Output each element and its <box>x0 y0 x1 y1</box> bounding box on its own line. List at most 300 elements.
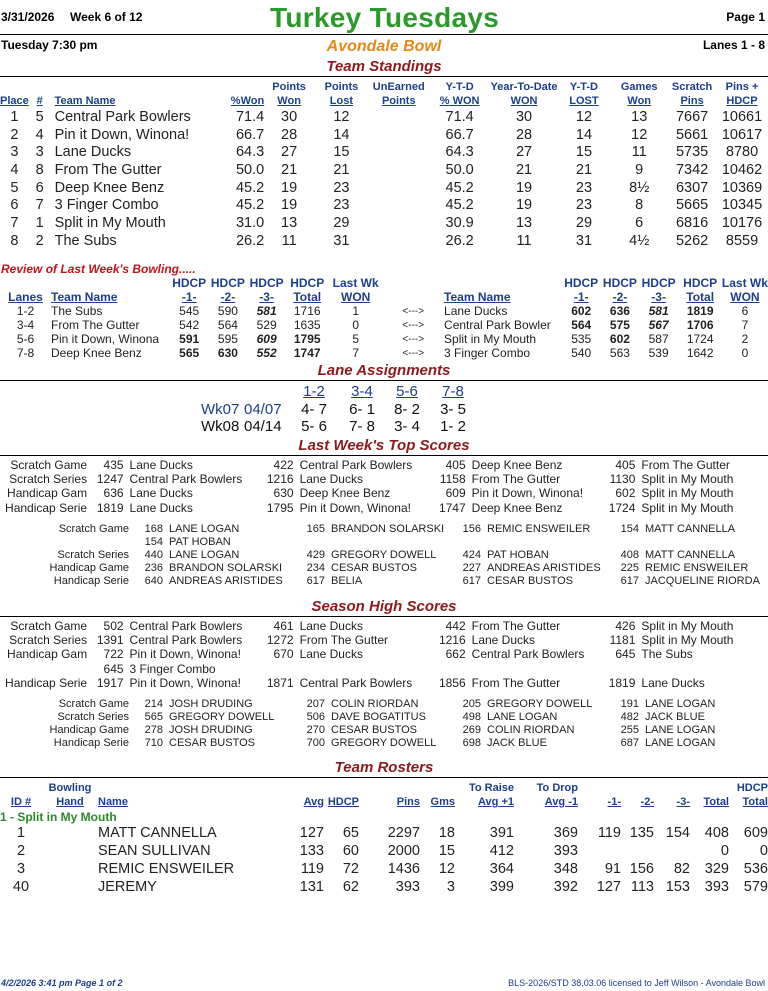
season-team-score-name: Pin it Down, Winona! <box>129 647 241 662</box>
roster-name: JEREMY <box>98 879 157 895</box>
lw-individual-score-name: REMIC ENSWEILER <box>645 561 749 574</box>
col-unearned: UnEarned Points <box>372 81 425 107</box>
roster-g1: 119 <box>597 825 621 841</box>
lw-individual-score-score: 408 <box>620 548 639 561</box>
season-team-score-name: Lane Ducks <box>299 647 363 662</box>
lw-individual-score-name: JACQUELINE RIORDA <box>645 574 760 587</box>
roster-g2 <box>621 842 654 860</box>
season-individual-score-score: 214 <box>144 697 163 710</box>
lw-team-score-score: 1247 <box>96 472 124 487</box>
review-b2: 602 <box>609 332 630 346</box>
review-atot: 1747 <box>293 346 321 360</box>
season-team-score-name <box>300 662 436 676</box>
standings-pct: 45.2 <box>235 197 265 214</box>
standings-row <box>0 161 768 179</box>
season-individual-score-score: 205 <box>462 697 481 710</box>
standings-lost: 12 <box>333 108 350 125</box>
lane-matchup: 5- 6 <box>301 418 327 435</box>
footer-license: BLS-2026/STD 38.03.06 licensed to Jeff Wilson - Avondale Bowl <box>508 978 765 988</box>
lw-individual-score-name: ANDREAS ARISTIDES <box>169 574 283 587</box>
standings-unearned <box>369 143 429 161</box>
review-row <box>0 346 768 360</box>
standings-games: 11 <box>631 144 647 161</box>
lane-week-date: 04/14 <box>244 418 282 435</box>
col-pct: %Won <box>230 95 265 107</box>
roster-avg: 133 <box>299 843 324 859</box>
standings-ytd-lost: 23 <box>575 197 593 214</box>
review-awon: 1 <box>352 304 360 318</box>
roster-team-label: 1 - Split in My Mouth <box>0 809 117 824</box>
standings-team: From The Gutter <box>54 161 162 178</box>
lane-week-date: 04/07 <box>244 401 282 418</box>
standings-ytd-pct: 64.3 <box>445 144 474 161</box>
season-individual-score-name: CESAR BUSTOS <box>169 736 255 749</box>
season-individual-score-name: JACK BLUE <box>645 710 705 723</box>
lw-team-score-score: 609 <box>445 486 466 501</box>
review-team-b: 3 Finger Combo <box>444 346 531 360</box>
season-individual-score-row <box>0 723 768 736</box>
roster-gms: 15 <box>438 843 455 859</box>
roster-gms: 12 <box>438 861 455 877</box>
standings-won: 11 <box>281 232 297 249</box>
standings-unearned <box>369 214 429 232</box>
season-individual-score-score: 207 <box>306 697 325 710</box>
season-individual-score-name: JACK BLUE <box>487 736 547 749</box>
review-team-b: Split in My Mouth <box>444 332 537 346</box>
lw-individual-score-score: 424 <box>462 548 481 561</box>
lane-assignments-rule <box>0 380 768 381</box>
lane-pair-header: 5-6 <box>396 383 418 400</box>
standings-ytd-pct: 30.9 <box>445 214 474 231</box>
roster-drop: 392 <box>553 879 578 895</box>
page-title: Turkey Tuesdays <box>270 2 500 33</box>
lw-team-score-name: Deep Knee Benz <box>471 500 563 515</box>
lw-individual-score-name <box>645 535 768 548</box>
roster-g1: 127 <box>596 879 621 895</box>
review-vs-arrow: <---> <box>402 305 425 317</box>
standings-ytd-pct: 66.7 <box>445 126 474 143</box>
review-a2: 595 <box>217 332 238 346</box>
season-team-score-name: 3 Finger Combo <box>129 661 216 676</box>
season-team-score-score: 1181 <box>609 633 636 648</box>
lw-individual-score-name: LANE LOGAN <box>169 522 240 535</box>
standings-pct: 64.3 <box>235 144 265 161</box>
roster-raise: 364 <box>489 861 514 877</box>
standings-games: 13 <box>631 108 648 125</box>
standings-num: 5 <box>35 108 44 125</box>
roster-hdcp: 72 <box>342 861 359 877</box>
lane-week-label: Wk08 <box>201 418 240 435</box>
review-awon: 5 <box>352 332 360 346</box>
lw-team-score-score: 1795 <box>266 500 294 515</box>
standings-pct: 26.2 <box>235 232 265 249</box>
lw-individual-score-label: Handicap Serie <box>53 574 129 587</box>
season-team-score-score <box>435 662 471 676</box>
roster-col-id: ID # <box>10 796 32 808</box>
standings-team: Deep Knee Benz <box>54 179 165 196</box>
standings-ytd-won: 11 <box>516 232 532 249</box>
rosters-table <box>0 781 768 896</box>
roster-g3 <box>654 842 690 860</box>
lw-individual-score-score <box>619 535 645 548</box>
roster-hand <box>42 824 98 842</box>
top-scores-individual-table <box>0 522 768 587</box>
standings-num: 1 <box>35 214 44 231</box>
roster-team-label-row <box>0 809 768 824</box>
roster-id: 40 <box>12 879 30 895</box>
season-individual-score-score: 482 <box>620 710 639 723</box>
season-individual-score-label: Handicap Serie <box>53 736 129 749</box>
standings-pins-hdcp: 8559 <box>725 232 759 249</box>
col-num: # <box>36 95 43 107</box>
standings-place: 5 <box>10 179 19 196</box>
col-ytd-pct: Y-T-D % WON <box>439 81 480 107</box>
roster-name: SEAN SULLIVAN <box>98 843 211 859</box>
lw-team-score-score: 405 <box>615 458 636 473</box>
standings-ytd-lost: 15 <box>575 144 593 161</box>
lw-team-score-score: 1747 <box>438 500 466 515</box>
season-individual-score-score: 565 <box>144 710 163 723</box>
lw-individual-score-name: PAT HOBAN <box>169 535 231 548</box>
standings-ytd-lost: 21 <box>575 161 593 178</box>
standings-table <box>0 80 768 250</box>
standings-games: 8½ <box>629 179 650 196</box>
review-b3: 567 <box>648 318 669 332</box>
standings-ytd-pct: 71.4 <box>445 108 474 125</box>
standings-team: 3 Finger Combo <box>54 197 159 214</box>
review-a3: 609 <box>256 332 277 346</box>
standings-unearned <box>369 126 429 144</box>
standings-lost: 21 <box>333 161 350 178</box>
season-team-score-score: 1917 <box>96 675 124 690</box>
standings-ytd-lost: 14 <box>575 126 593 143</box>
lw-team-score-name: Split in My Mouth <box>641 500 734 515</box>
standings-pins-hdcp: 8780 <box>725 144 759 161</box>
lw-team-score-score: 405 <box>445 458 466 473</box>
lw-team-score-row <box>0 486 768 500</box>
roster-drop: 369 <box>553 825 578 841</box>
season-team-score-name: Pin it Down, Winona! <box>129 675 241 690</box>
lane-pair-header: 7-8 <box>442 383 464 400</box>
standings-pins-hdcp: 10345 <box>721 197 763 214</box>
season-team-score-score: 442 <box>445 619 466 634</box>
standings-scratch: 6816 <box>675 214 709 231</box>
standings-ytd-won: 19 <box>515 197 533 214</box>
lw-individual-score-name: BELIA <box>331 574 363 587</box>
season-individual-score-name: LANE LOGAN <box>645 697 716 710</box>
day-time: Tuesday 7:30 pm <box>1 38 98 52</box>
review-lanes: 5-6 <box>16 332 35 346</box>
standings-pct: 50.0 <box>235 161 265 178</box>
standings-won: 19 <box>281 179 298 196</box>
review-b2: 636 <box>609 304 630 318</box>
standings-place: 1 <box>10 108 19 125</box>
lw-team-score-row <box>0 501 768 515</box>
col-points-lost: Points Lost <box>324 81 359 107</box>
lw-team-score-name: Deep Knee Benz <box>299 486 391 501</box>
review-b1: 540 <box>571 346 592 360</box>
lw-individual-score-row <box>0 548 768 561</box>
roster-id: 1 <box>16 825 26 841</box>
season-team-score-name: Split in My Mouth <box>641 619 734 634</box>
standings-ytd-won: 30 <box>515 108 533 125</box>
lw-team-score-name: Pin it Down, Winona! <box>471 486 584 501</box>
standings-pins-hdcp: 10617 <box>721 126 763 143</box>
standings-title: Team Standings <box>326 58 442 75</box>
review-lanes: 7-8 <box>16 346 35 360</box>
review-a3: 529 <box>256 318 277 332</box>
top-scores-rule <box>0 455 768 456</box>
review-a2: 564 <box>217 318 238 332</box>
lw-team-score-score: 1724 <box>608 500 636 515</box>
roster-g1: 91 <box>604 861 621 877</box>
col-place: Place <box>0 95 29 107</box>
standings-scratch: 5262 <box>675 232 709 249</box>
standings-place: 8 <box>10 232 19 249</box>
lw-individual-score-score: 154 <box>620 522 639 535</box>
lw-team-score-label: Handicap Serie <box>5 500 88 515</box>
season-team-score-label: Scratch Series <box>9 633 88 648</box>
review-table <box>0 276 768 360</box>
lw-team-score-row <box>0 472 768 486</box>
lw-individual-score-row <box>0 535 768 548</box>
rosters-rule <box>0 777 768 778</box>
season-team-score-score: 1391 <box>96 633 124 648</box>
roster-hdcp: 62 <box>342 879 359 895</box>
season-individual-score-score: 255 <box>620 723 639 736</box>
standings-team: Split in My Mouth <box>54 214 166 231</box>
season-team-score-name: Central Park Bowlers <box>471 647 585 662</box>
season-individual-score-score: 191 <box>620 697 639 710</box>
season-team-score-score: 461 <box>273 619 294 634</box>
lanes-range: Lanes 1 - 8 <box>702 38 765 52</box>
standings-ytd-won: 13 <box>515 214 533 231</box>
review-a2: 630 <box>217 346 238 360</box>
footer-print-info: 4/2/2026 3:41 pm Page 1 of 2 <box>1 978 123 988</box>
roster-pins: 2000 <box>387 843 420 859</box>
season-individual-score-score: 506 <box>306 710 325 723</box>
season-team-score-row <box>0 647 768 661</box>
standings-pins-hdcp: 10462 <box>721 161 763 178</box>
lw-individual-score-label: Scratch Game <box>58 522 129 535</box>
season-individual-score-name: LANE LOGAN <box>645 723 716 736</box>
standings-ytd-won: 21 <box>515 161 533 178</box>
top-scores-title: Last Week's Top Scores <box>298 437 470 454</box>
standings-scratch: 7342 <box>675 161 709 178</box>
season-team-score-name: Lane Ducks <box>641 675 705 690</box>
roster-row <box>0 824 768 842</box>
review-a1: 542 <box>179 318 200 332</box>
standings-pins-hdcp: 10661 <box>721 108 763 125</box>
roster-g3: 82 <box>673 861 690 877</box>
roster-pins: 2297 <box>387 825 420 841</box>
lw-team-score-label: Scratch Game <box>10 458 88 473</box>
lw-individual-score-name: REMIC ENSWEILER <box>487 522 591 535</box>
standings-won: 19 <box>281 197 298 214</box>
review-lanes: 1-2 <box>16 304 35 318</box>
lw-team-score-label: Scratch Series <box>9 472 88 487</box>
lw-individual-score-name <box>487 535 619 548</box>
col-ytd-lost: Y-T-D LOST <box>569 81 599 107</box>
review-awon: 7 <box>352 346 360 360</box>
standings-ytd-pct: 45.2 <box>445 197 474 214</box>
col-points-won: Points Won <box>272 81 306 107</box>
review-vs-arrow: <---> <box>402 347 425 359</box>
lw-individual-score-name: LANE LOGAN <box>169 548 240 561</box>
standings-ytd-lost: 29 <box>575 214 593 231</box>
standings-row <box>0 179 768 197</box>
season-high-individual-table <box>0 697 768 749</box>
roster-col-name: Name <box>98 796 128 808</box>
standings-ytd-pct: 50.0 <box>445 161 474 178</box>
season-individual-score-row <box>0 736 768 749</box>
lw-individual-score-name: CESAR BUSTOS <box>487 574 573 587</box>
roster-g2: 113 <box>630 879 654 895</box>
standings-scratch: 5735 <box>675 144 709 161</box>
lw-individual-score-score: 234 <box>306 561 325 574</box>
season-team-score-score: 662 <box>445 647 466 662</box>
standings-pct: 66.7 <box>235 126 265 143</box>
roster-avg: 119 <box>300 861 324 877</box>
review-vs-arrow: <---> <box>402 333 425 345</box>
review-team-b: Lane Ducks <box>444 304 508 318</box>
lw-team-score-name: From The Gutter <box>471 472 561 487</box>
roster-raise: 391 <box>489 825 514 841</box>
standings-ytd-won: 27 <box>515 144 533 161</box>
lw-team-score-name: Split in My Mouth <box>641 472 734 487</box>
season-team-score-label <box>0 662 91 676</box>
roster-hand <box>42 860 98 878</box>
season-high-team-table <box>0 619 768 690</box>
standings-place: 6 <box>10 197 19 214</box>
lw-individual-score-score: 225 <box>620 561 639 574</box>
roster-htotal: 536 <box>743 861 768 877</box>
lw-individual-score-label: Scratch Series <box>57 548 129 561</box>
season-team-score-score: 1871 <box>266 675 294 690</box>
lw-team-score-score: 435 <box>103 458 124 473</box>
roster-name: REMIC ENSWEILER <box>98 861 235 877</box>
season-individual-score-name: DAVE BOGATITUS <box>331 710 426 723</box>
season-team-score-name: Central Park Bowlers <box>129 633 243 648</box>
review-bwon: 7 <box>741 318 749 332</box>
standings-won: 30 <box>281 108 298 125</box>
lw-individual-score-name <box>331 535 461 548</box>
roster-gms: 18 <box>438 825 455 841</box>
lw-individual-score-name: MATT CANNELLA <box>645 548 736 561</box>
standings-place: 7 <box>10 214 19 231</box>
lw-team-score-name: Lane Ducks <box>129 486 193 501</box>
season-team-score-name <box>641 662 768 676</box>
standings-ytd-won: 28 <box>515 126 533 143</box>
review-b1: 564 <box>571 318 592 332</box>
lane-matchup: 6- 1 <box>349 401 375 418</box>
review-title: Review of Last Week's Bowling..... <box>1 262 196 276</box>
review-b3: 581 <box>648 304 669 318</box>
col-pins-hdcp: Pins + HDCP <box>725 81 759 107</box>
standings-team: Central Park Bowlers <box>54 108 191 125</box>
standings-scratch: 5665 <box>675 197 709 214</box>
lw-individual-score-name: BRANDON SOLARSKI <box>331 522 445 535</box>
season-team-score-name <box>472 662 609 676</box>
top-scores-team-table <box>0 458 768 515</box>
lw-team-score-score: 1216 <box>266 472 294 487</box>
standings-won: 13 <box>281 214 298 231</box>
review-col-team-b: Team Name <box>444 290 511 304</box>
lw-individual-score-name: GREGORY DOWELL <box>331 548 437 561</box>
review-team-a: From The Gutter <box>51 318 140 332</box>
lane-week-label: Wk07 <box>201 401 240 418</box>
roster-name: MATT CANNELLA <box>98 825 217 841</box>
col-team: Team Name <box>54 95 116 107</box>
roster-g3: 153 <box>665 879 690 895</box>
standings-num: 3 <box>35 144 44 161</box>
standings-row <box>0 214 768 232</box>
lw-team-score-score: 1130 <box>609 472 636 487</box>
season-individual-score-row <box>0 697 768 710</box>
season-team-score-score: 645 <box>615 647 636 662</box>
season-team-score-label: Handicap Serie <box>5 675 88 690</box>
standings-num: 7 <box>35 197 44 214</box>
roster-total: 0 <box>720 843 729 859</box>
roster-htotal: 0 <box>759 843 768 859</box>
review-a2: 590 <box>217 304 238 318</box>
season-individual-score-score: 687 <box>620 736 639 749</box>
review-a3: 552 <box>256 346 277 360</box>
review-col-team-a: Team Name <box>51 290 118 304</box>
standings-games: 9 <box>635 161 644 178</box>
standings-lost: 14 <box>333 126 350 143</box>
standings-place: 4 <box>10 161 19 178</box>
review-awon: 0 <box>352 318 360 332</box>
lw-team-score-name: Deep Knee Benz <box>471 458 563 473</box>
standings-lost: 23 <box>333 179 350 196</box>
lw-individual-score-name: MATT CANNELLA <box>645 522 736 535</box>
season-team-score-name: From The Gutter <box>299 633 389 648</box>
lw-individual-score-label <box>0 535 133 548</box>
season-individual-score-row <box>0 710 768 723</box>
report-date: 3/31/2026 <box>1 10 55 24</box>
standings-ytd-pct: 45.2 <box>445 179 474 196</box>
roster-gms: 3 <box>446 879 455 895</box>
lane-assignment-grid <box>0 383 768 435</box>
review-atot: 1716 <box>293 304 321 318</box>
review-a3: 581 <box>256 304 277 318</box>
roster-id: 2 <box>16 843 26 859</box>
season-team-score-name: Lane Ducks <box>299 619 363 634</box>
review-bwon: 0 <box>741 346 749 360</box>
roster-id: 3 <box>16 861 26 877</box>
standings-num: 6 <box>35 179 44 196</box>
review-team-a: Pin it Down, Winona <box>51 332 160 346</box>
season-team-score-name: Lane Ducks <box>471 633 536 648</box>
lw-team-score-score: 602 <box>615 486 636 501</box>
season-team-score-name: The Subs <box>641 647 693 662</box>
lw-team-score-score: 636 <box>103 486 124 501</box>
standings-num: 4 <box>35 126 44 143</box>
review-btot: 1819 <box>686 304 714 318</box>
roster-raise: 412 <box>489 843 514 859</box>
review-a1: 591 <box>179 332 200 346</box>
lw-team-score-score: 1158 <box>439 472 466 487</box>
review-vs-arrow: <---> <box>402 319 425 331</box>
page-number: Page 1 <box>726 10 765 24</box>
roster-pins: 1436 <box>387 861 420 877</box>
standings-num: 8 <box>35 161 44 178</box>
season-team-score-score: 502 <box>103 619 124 634</box>
lane-pair-header: 3-4 <box>351 383 373 400</box>
roster-g3: 154 <box>665 825 690 841</box>
season-individual-score-name: JOSH DRUDING <box>169 723 253 736</box>
